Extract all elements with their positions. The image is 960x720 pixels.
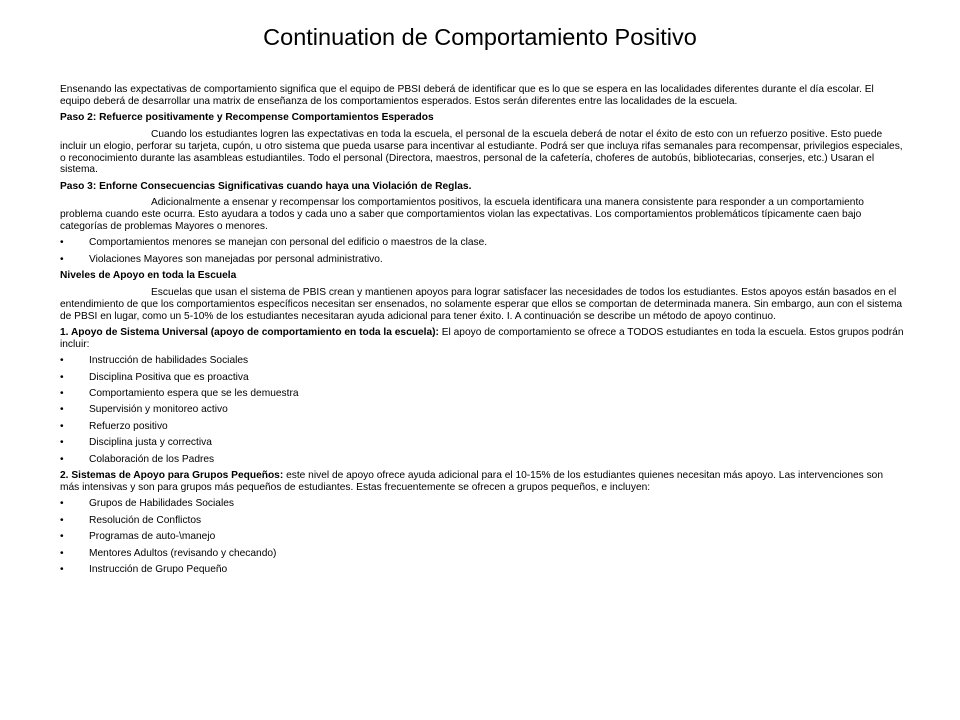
bullet-icon: • <box>60 498 64 510</box>
list-item: • Comportamiento espera que se les demuestra <box>60 388 299 400</box>
list-item: • Refuerzo positivo <box>60 420 168 432</box>
step2-paragraph <box>60 129 905 177</box>
section2-paragraph <box>60 470 905 494</box>
bullet-icon: • <box>60 355 64 367</box>
section1-paragraph <box>60 327 905 351</box>
list-item: • Mentores Adultos (revisando y checando) <box>60 547 277 559</box>
bullet-icon: • <box>60 237 64 249</box>
page-title: Continuation de Comportamiento Positivo <box>263 24 697 50</box>
levels-heading: Niveles de Apoyo en toda la Escuela <box>60 270 237 282</box>
list-item: • Grupos de Habilidades Sociales <box>60 498 234 510</box>
step3-heading: Paso 3: Enforne Consecuencias Significativas cuando haya una Violación de Reglas. <box>60 180 472 192</box>
bullet-icon: • <box>60 371 64 383</box>
list-item: • Programas de auto-\manejo <box>60 531 216 543</box>
step3-body: Adicionalmente a ensenar y recompensar los comportamientos positivos, la escuela identificara una manera consistente para responder a un comportamiento problema cuando este ocurra. Esto ayudara a todos y cada uno a saber que comportamientos violan las expectativas. Los comportamientos problemáticos típicamente caen bajo categorías de problemas Mayores o menores. <box>60 197 864 233</box>
list-item: • Instrucción de Grupo Pequeño <box>60 564 228 575</box>
bullet-icon: • <box>60 547 64 559</box>
list-item: • Colaboración de los Padres <box>60 453 215 465</box>
section2-heading: 2. Sistemas de Apoyo para Grupos Pequeños: <box>60 470 284 482</box>
levels-body: Escuelas que usan el sistema de PBIS crean y mantienen apoyos para lograr satisfacer las necesidades de todos los estudiantes. Estos apoyos están basados en el entendimiento de que los comportamientos específicos necesitan ser ensenados, no solamente esperar que ellos se comportan de determinada manera. Sin embargo, aun con el sistema de PBSI en lugar, como un 5-10% de los estudiantes necesitaran ayuda adicional para tener éxito. I. A continuación se describe un método de apoyo continuo. <box>60 286 903 322</box>
list-item: • Disciplina justa y correctiva <box>60 437 212 449</box>
document-body <box>60 84 905 580</box>
section2-body: este nivel de apoyo ofrece ayuda adicional para el 10-15% de los estudiantes quienes necesitan más apoyo. Las intervenciones son más intensivas y son para grupos más pequeños de estudiantes. Estas frecuentemente se ofrecen a grupos pequeños, e incluyen: <box>60 470 884 493</box>
bullet-icon: • <box>60 564 64 575</box>
bullet-icon: • <box>60 437 64 449</box>
bullet-icon: • <box>60 388 64 400</box>
step2-heading: Paso 2: Refuerce positivamente y Recompense Comportamientos Esperados <box>60 112 434 124</box>
list-item: • Instrucción de habilidades Sociales <box>60 355 249 367</box>
bullet-icon: • <box>60 404 64 416</box>
list-item: • Supervisión y monitoreo activo <box>60 404 228 416</box>
list-item: • Violaciones Mayores son manejadas por personal administrativo. <box>60 253 383 265</box>
bullet-icon: • <box>60 514 64 526</box>
step3-paragraph <box>60 197 905 233</box>
levels-paragraph <box>60 287 905 323</box>
step2-body: Cuando los estudiantes logren las expectativas en toda la escuela, el personal de la escuela deberá de notar el éxito de esto con un refuerzo positive. Esto puede incluir un elogio, perforar su tarjeta, cupón, u otro sistema que pueda usarse para incentivar al estudiante. Podrá ser que incluya rifas semanales para recompensar, privilegios especiales, o reconocimiento durante las asambleas estudiantiles. Todo el personal (Directora, maestros, personal de la cafetería, choferes de autobús, bibliotecarias, conserjes, etc.) Usaran el sistema. <box>60 128 903 176</box>
bullet-icon: • <box>60 420 64 432</box>
intro-paragraph: Ensenando las expectativas de comportamiento significa que el equipo de PBSI deberá de identificar que es lo que se espera en las localidades diferentes durante el día escolar. El equipo deberá de desarrollar una matrix de enseñanza de los comportamientos esperados. Estos serán diferentes entre las localidades de la escuela. <box>60 84 874 107</box>
bullet-icon: • <box>60 253 64 265</box>
list-item: • Disciplina Positiva que es proactiva <box>60 371 249 383</box>
list-item: • Resolución de Conflictos <box>60 514 202 526</box>
list-item: • Comportamientos menores se manejan con personal del edificio o maestros de la clase. <box>60 237 488 249</box>
bullet-icon: • <box>60 531 64 543</box>
section1-heading: 1. Apoyo de Sistema Universal (apoyo de comportamiento en toda la escuela): <box>60 326 439 338</box>
bullet-icon: • <box>60 453 64 465</box>
section1-body: El apoyo de comportamiento se ofrece a TODOS estudiantes en toda la escuela. Estos grupos podrán incluir: <box>60 326 904 350</box>
